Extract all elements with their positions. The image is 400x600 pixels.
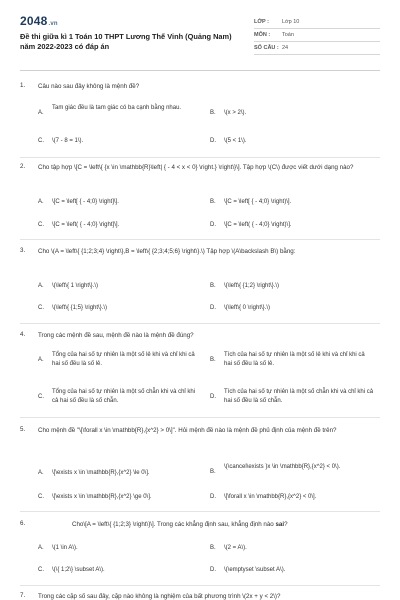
option-text: \(x > 2\).: [224, 110, 247, 116]
logo-main: 2048: [20, 14, 48, 28]
option-b[interactable]: [210, 351, 380, 371]
question-text: Trong các cặp số sau đây, cặp nào không là nghiệm của bất phương trình \(2x + y < 2\)?: [38, 593, 281, 600]
option-a[interactable]: [38, 104, 208, 124]
option-b[interactable]: [210, 463, 380, 483]
question-5: [20, 426, 380, 506]
site-logo[interactable]: [20, 14, 58, 28]
question-4: [20, 331, 380, 416]
option-letter: C.: [38, 567, 44, 573]
option-letter: A.: [38, 199, 44, 205]
option-letter: A.: [38, 110, 44, 116]
question-number: 6.: [20, 520, 26, 527]
question-6: [20, 520, 380, 582]
option-text: \(2 = A\).: [224, 545, 247, 551]
option-letter: C.: [38, 222, 44, 228]
question-text-main: Cho\[A = \left\{ {1;2;3} \right\}\]. Trong các khẳng định sau, khẳng định nào: [72, 521, 276, 528]
option-d[interactable]: [210, 388, 380, 408]
option-letter: C.: [38, 394, 44, 400]
question-text: Cho \(A = \left\{ {1;2;3;4} \right\},B = \left\{ {2;3;4;5;6} \right\}.\) Tập hợp \(A\backslash B\) bằng:: [38, 248, 296, 255]
meta-table: [254, 16, 380, 55]
question-1: [20, 82, 380, 152]
option-letter: D.: [210, 222, 216, 228]
question-number: 2.: [20, 163, 26, 170]
question-number: 7.: [20, 592, 26, 599]
option-letter: D.: [210, 305, 216, 311]
option-text: \[\exists x \in \mathbb{R},{x^2} \le 0\].: [52, 470, 150, 476]
option-letter: A.: [38, 283, 44, 289]
option-letter: A.: [38, 470, 44, 476]
option-text: \(\cancel\exists }x \in \mathbb{R},{x^2} < 0\).: [224, 464, 341, 470]
meta-key: SỐ CÂU :: [254, 45, 279, 51]
question-divider: [20, 511, 380, 512]
question-divider: [20, 323, 380, 324]
option-letter: D.: [210, 494, 216, 500]
option-text: \(\left\{ 1 \right\}.\): [52, 283, 99, 289]
meta-value: Toán: [282, 32, 294, 38]
option-letter: B.: [210, 110, 216, 116]
option-text: Tam giác đều là tam giác có ba cạnh bằng nhau.: [52, 105, 182, 111]
question-number: 1.: [20, 82, 26, 89]
option-text: \(\left\{ 0 \right\}.\): [224, 305, 271, 311]
question-divider: [20, 585, 380, 586]
option-letter: B.: [210, 283, 216, 289]
question-divider: [20, 239, 380, 240]
option-text: \[C = \left[ { - 4;0} \right]\].: [52, 199, 119, 205]
option-text: \(\{ 1;2\} \subset A\).: [52, 567, 105, 573]
option-text: \(\left\{ {1;2} \right\}.\): [224, 283, 280, 289]
meta-value: Lớp 10: [282, 19, 300, 25]
option-text: \(\emptyset \subset A\).: [224, 567, 286, 573]
meta-key: MÔN :: [254, 32, 271, 38]
option-letter: D.: [210, 567, 216, 573]
option-text: Tích của hai số tự nhiên là một số chẵn khi và chỉ khi cả hai số đều là số chẵn.: [224, 389, 374, 404]
question-text: Cho mệnh đề "\[\forall x \in \mathbb{R},{x^2} > 0\]". Hỏi mệnh đề nào là mệnh đề phủ định của mệnh đề trên?: [38, 427, 337, 434]
question-3: [20, 247, 380, 319]
question-number: 4.: [20, 331, 26, 338]
option-text: \(5 < 1\).: [224, 138, 247, 144]
question-text: [72, 520, 380, 529]
option-text: \[\forall x \in \mathbb{R},{x^2} < 0\].: [224, 494, 317, 500]
option-letter: C.: [38, 138, 44, 144]
header-divider: [20, 70, 380, 71]
option-text: \[\exists x \in \mathbb{R},{x^2} \ge 0\].: [52, 494, 152, 500]
question-text-emphasis: sai: [275, 521, 285, 528]
question-text: Câu nào sau đây không là mệnh đề?: [38, 83, 140, 90]
option-text: \[C = \left( { - 4;0} \right]\].: [52, 222, 120, 228]
logo-suffix: .vn: [48, 21, 58, 27]
option-text: \[C = \left[ { - 4;0} \right)\].: [224, 199, 292, 205]
option-text: Tích của hai số tự nhiên là một số lẻ khi và chỉ khi cả hai số đều là số lẻ.: [224, 352, 365, 367]
option-text: \(7 - 8 = 1\).: [52, 138, 84, 144]
question-divider: [20, 157, 380, 158]
option-letter: A.: [38, 357, 44, 363]
question-divider: [20, 417, 380, 418]
question-7: [20, 592, 380, 600]
option-letter: C.: [38, 305, 44, 311]
option-text: Tổng của hai số tự nhiên là một số chẵn khi và chỉ khi cả hai số đều là số chẵn.: [52, 389, 196, 404]
option-text: \[C = \left( { - 4;0} \right)\].: [224, 222, 292, 228]
meta-row-subject: [254, 29, 380, 42]
question-number: 5.: [20, 426, 26, 433]
meta-key: LỚP :: [254, 19, 269, 25]
option-letter: D.: [210, 394, 216, 400]
option-letter: A.: [38, 545, 44, 551]
option-letter: C.: [38, 494, 44, 500]
meta-row-class: [254, 16, 380, 29]
meta-value: 24: [282, 45, 289, 51]
option-text: \(1 \in A\).: [52, 545, 78, 551]
question-2: [20, 163, 380, 235]
question-number: 3.: [20, 247, 26, 254]
document-title: Đề thi giữa kì 1 Toán 10 THPT Lương Thế Vinh (Quảng Nam) năm 2022-2023 có đáp án: [20, 32, 232, 51]
question-text: Cho tập hợp \[C = \left\{ {x \in \mathbb{R}\left| { - 4 < x < 0} \right.} \right\}\]. Tập hợp \(C\) được viết dưới dạng nào?: [38, 164, 354, 171]
question-text-end: ?: [284, 521, 288, 528]
question-text: Trong các mệnh đề sau, mệnh đề nào là mệnh đề đúng?: [38, 332, 194, 339]
meta-row-question-count: [254, 42, 380, 55]
option-letter: B.: [210, 199, 216, 205]
option-text: \(\left\{ {1;5} \right\}.\): [52, 305, 108, 311]
option-c[interactable]: [38, 388, 208, 408]
option-letter: B.: [210, 357, 216, 363]
option-text: Tổng của hai số tự nhiên là một số lẻ khi và chỉ khi cả hai số đều là số lẻ.: [52, 352, 195, 367]
document-header: [20, 14, 380, 76]
option-letter: D.: [210, 138, 216, 144]
option-letter: B.: [210, 545, 216, 551]
option-letter: B.: [210, 469, 216, 475]
option-a[interactable]: [38, 351, 208, 371]
